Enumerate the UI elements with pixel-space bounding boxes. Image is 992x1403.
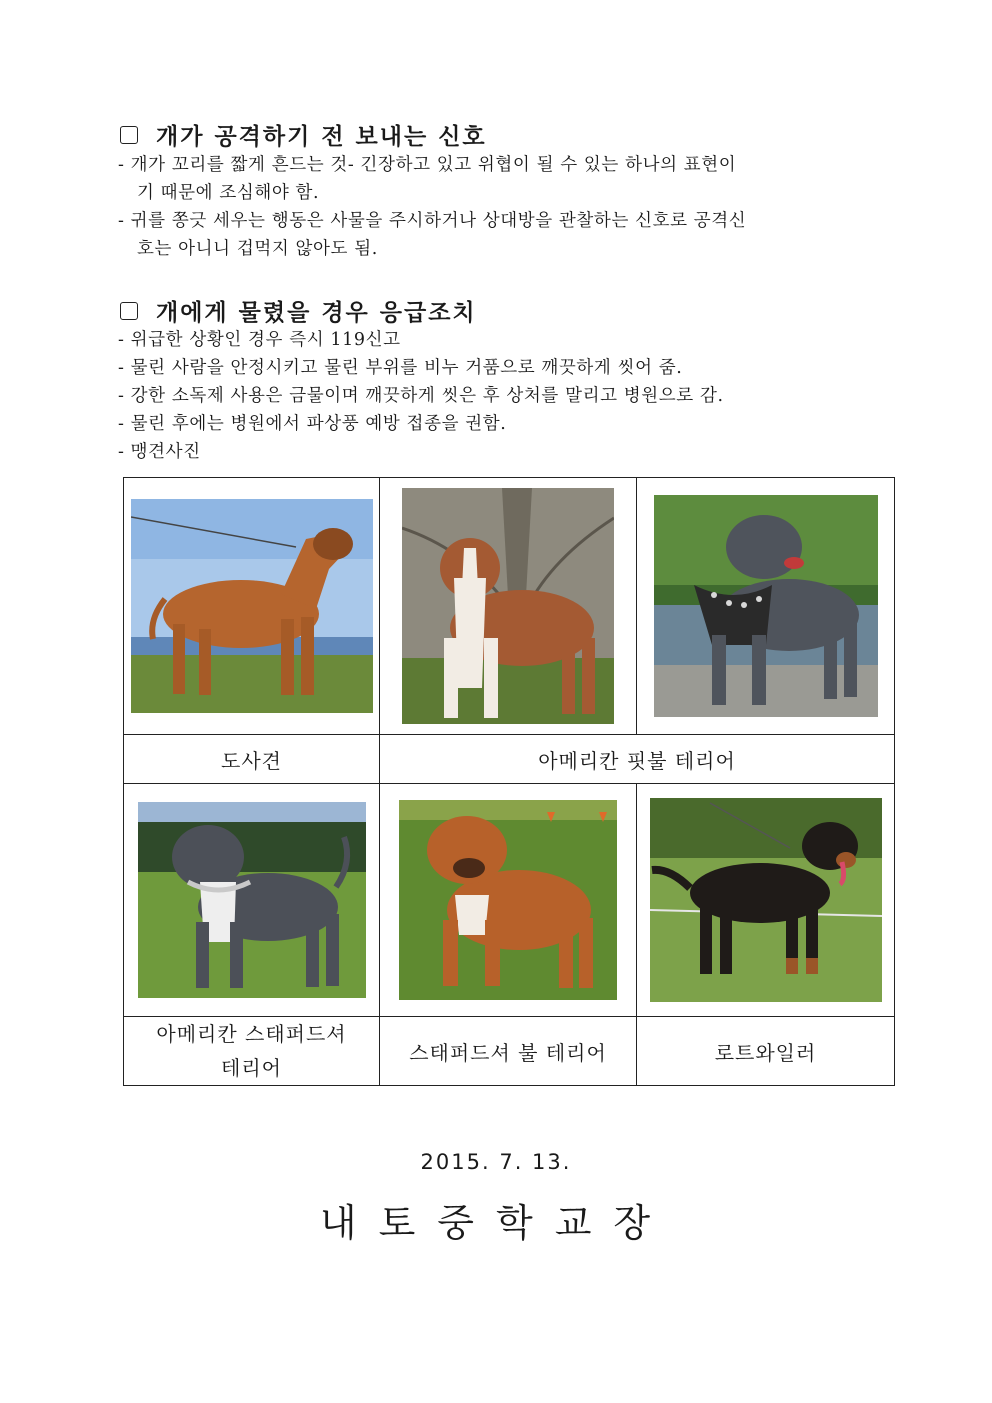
- american-staffordshire-photo: [138, 802, 366, 998]
- section-title-text: 개가 공격하기 전 보내는 신호: [156, 124, 487, 150]
- photo-cell: [124, 784, 380, 1017]
- dog-name-line: 테리어: [221, 1056, 282, 1080]
- photo-cell: [380, 784, 637, 1017]
- document-date: 2015. 7. 13.: [420, 1150, 572, 1174]
- dog-name-line: 아메리칸 스태퍼드셔: [156, 1022, 347, 1046]
- photo-cell: [380, 478, 637, 735]
- text-line: - 강한 소독제 사용은 금물이며 깨끗하게 씻은 후 상처를 말리고 병원으로 감.: [118, 386, 724, 406]
- school-signature: 내토중학교장: [319, 1201, 673, 1245]
- section-title-first-aid: [120, 294, 477, 327]
- text-line: - 위급한 상황인 경우 즉시 119신고: [118, 330, 401, 350]
- section-title-text: 개에게 물렸을 경우 응급조치: [156, 300, 477, 326]
- text-line: - 맹견사진: [118, 442, 201, 462]
- photo-cell: [637, 784, 895, 1017]
- dog-name-cell: 스태퍼드셔 불 테리어: [380, 1017, 637, 1086]
- pitbull-red-photo: [402, 488, 614, 724]
- text-line: - 물린 후에는 병원에서 파상풍 예방 접종을 권함.: [118, 414, 507, 434]
- checkbox-icon: [120, 126, 138, 144]
- text-line: 호는 아니니 겁먹지 않아도 됨.: [137, 239, 378, 259]
- text-line: - 귀를 쫑긋 세우는 행동은 사물을 주시하거나 상대방을 관찰하는 신호로 공격신: [118, 211, 747, 231]
- dog-name-cell: 로트와일러: [637, 1017, 895, 1086]
- dog-name-cell: [124, 1017, 380, 1086]
- dog-name-cell: 아메리칸 핏불 테리어: [380, 735, 895, 784]
- dog-photo-table: [123, 477, 895, 1086]
- dog-name-cell: 도사견: [124, 735, 380, 784]
- checkbox-icon: [120, 302, 138, 320]
- photo-cell: [124, 478, 380, 735]
- section-title-attack-signals: [120, 118, 487, 151]
- photo-cell: [637, 478, 895, 735]
- text-line: - 물린 사람을 안정시키고 물린 부위를 비누 거품으로 깨끗하게 씻어 줌.: [118, 358, 683, 378]
- staffordshire-bull-terrier-photo: [399, 800, 617, 1000]
- tosa-dog-photo: [131, 499, 373, 713]
- text-line: - 개가 꼬리를 짧게 흔드는 것- 긴장하고 있고 위협이 될 수 있는 하나의 표현이: [118, 155, 737, 175]
- rottweiler-photo: [650, 798, 882, 1002]
- blue-pitbull-photo: [654, 495, 878, 717]
- text-line: 기 때문에 조심해야 함.: [137, 183, 320, 203]
